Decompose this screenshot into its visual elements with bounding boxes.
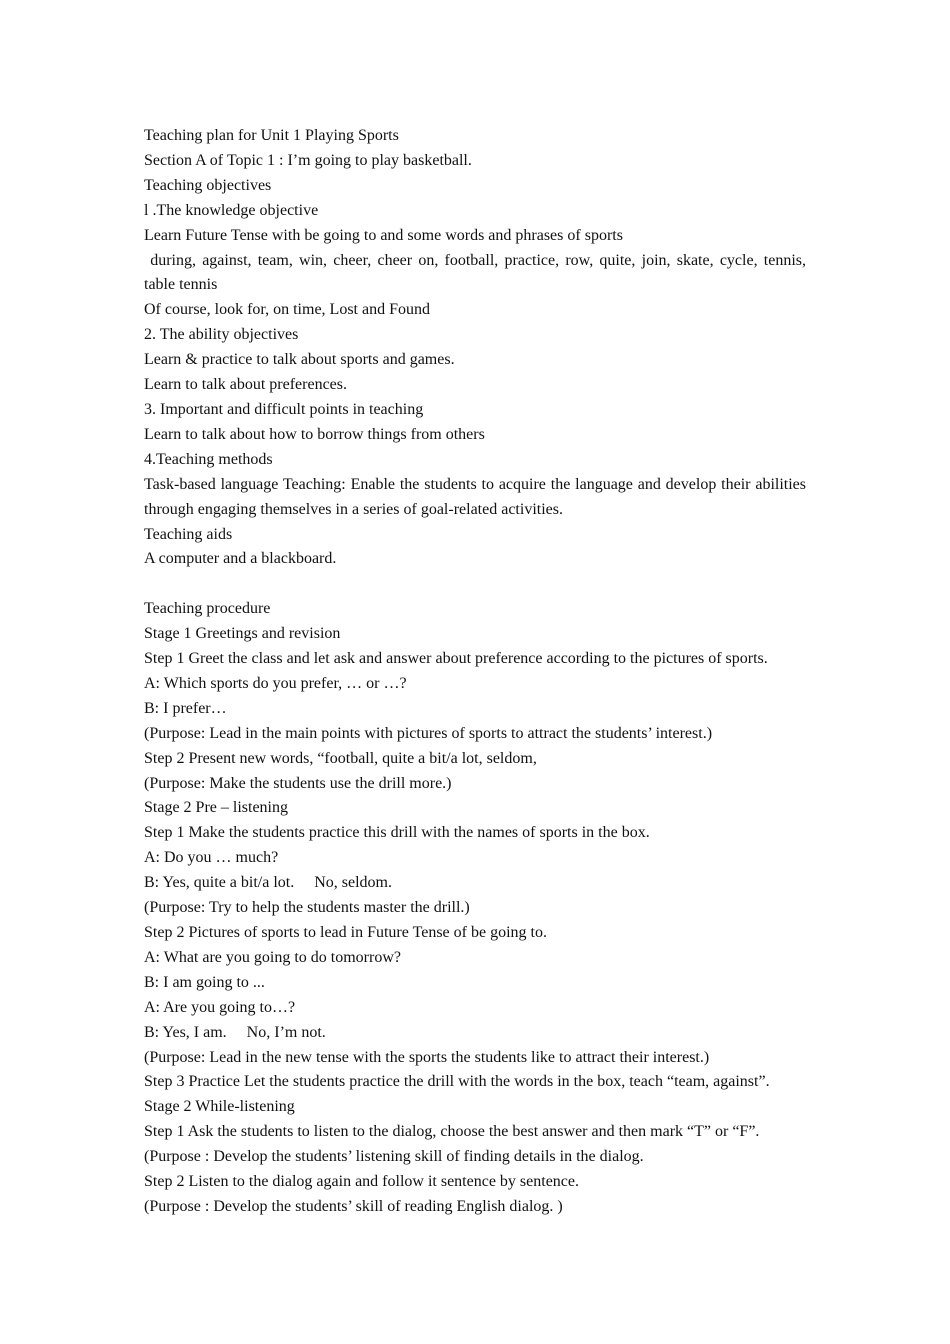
procedure-line: A: What are you going to do tomorrow? bbox=[144, 948, 401, 966]
procedure-line: A: Are you going to…? bbox=[144, 998, 296, 1016]
procedure-line: B: I am going to ... bbox=[144, 973, 265, 991]
procedure-line: Step 3 Practice Let the students practice the drill with the words in the box, teach “team, against”. bbox=[144, 1073, 770, 1091]
procedure-line: Stage 2 While-listening bbox=[144, 1098, 295, 1116]
knowledge-text: Learn Future Tense with be going to and some words and phrases of sports bbox=[144, 226, 623, 244]
aids-text: A computer and a blackboard. bbox=[144, 550, 337, 568]
methods-text: Task-based language Teaching: Enable the students to acquire the language and develop their abilities through engaging themselves in a series of goal-related activities. bbox=[144, 475, 806, 518]
procedure-line: (Purpose: Lead in the new tense with the sports the students like to attract their interest.) bbox=[144, 1048, 710, 1066]
procedure-line: (Purpose : Develop the students’ skill of reading English dialog. ) bbox=[144, 1197, 563, 1215]
procedure-line: Stage 1 Greetings and revision bbox=[144, 625, 341, 643]
methods-heading: 4.Teaching methods bbox=[144, 450, 273, 468]
procedure-line: (Purpose: Make the students use the drill more.) bbox=[144, 774, 452, 792]
procedure-line: Step 2 Listen to the dialog again and follow it sentence by sentence. bbox=[144, 1173, 579, 1191]
procedure-line: B: Yes, quite a bit/a lot. No, seldom. bbox=[144, 874, 392, 892]
procedure-line: A: Do you … much? bbox=[144, 849, 279, 867]
procedure-line: Step 1 Greet the class and let ask and answer about preference according to the pictures of sports. bbox=[144, 650, 768, 668]
ability-heading: 2. The ability objectives bbox=[144, 326, 299, 344]
procedure-line: Stage 2 Pre – listening bbox=[144, 799, 288, 817]
section-line: Section A of Topic 1 : I’m going to play basketball. bbox=[144, 151, 472, 169]
ability-text-2: Learn to talk about preferences. bbox=[144, 376, 348, 394]
knowledge-words: during, against, team, win, cheer, cheer on, football, practice, row, quite, join, skate, cycle, tennis, table tennis bbox=[144, 251, 810, 294]
objectives-heading: Teaching objectives bbox=[144, 176, 272, 194]
procedure-line: A: Which sports do you prefer, … or …? bbox=[144, 674, 407, 692]
procedure-heading: Teaching procedure bbox=[144, 600, 271, 618]
procedure-line: (Purpose: Lead in the main points with pictures of sports to attract the students’ interest.) bbox=[144, 724, 713, 742]
procedure-line: Step 1 Make the students practice this drill with the names of sports in the box. bbox=[144, 824, 650, 842]
points-text: Learn to talk about how to borrow things from others bbox=[144, 425, 485, 443]
ability-text-1: Learn & practice to talk about sports and games. bbox=[144, 351, 455, 369]
aids-heading: Teaching aids bbox=[144, 525, 233, 543]
procedure-line: Step 2 Present new words, “football, quite a bit/a lot, seldom, bbox=[144, 749, 537, 767]
points-heading: 3. Important and difficult points in teaching bbox=[144, 400, 424, 418]
document-title: Teaching plan for Unit 1 Playing Sports bbox=[144, 127, 399, 144]
procedure-line: (Purpose : Develop the students’ listening skill of finding details in the dialog. bbox=[144, 1148, 644, 1166]
procedure-line: Step 2 Pictures of sports to lead in Future Tense of be going to. bbox=[144, 923, 547, 941]
knowledge-heading: l .The knowledge objective bbox=[144, 201, 319, 219]
procedure-line: Step 1 Ask the students to listen to the dialog, choose the best answer and then mark “T” or “F”. bbox=[144, 1123, 760, 1141]
document-page bbox=[144, 124, 810, 1220]
procedure-line: (Purpose: Try to help the students master the drill.) bbox=[144, 899, 470, 917]
procedure-line: B: I prefer… bbox=[144, 699, 227, 717]
knowledge-phrases: Of course, look for, on time, Lost and Found bbox=[144, 301, 430, 319]
blank-line bbox=[144, 572, 806, 597]
procedure-line: B: Yes, I am. No, I’m not. bbox=[144, 1023, 326, 1041]
